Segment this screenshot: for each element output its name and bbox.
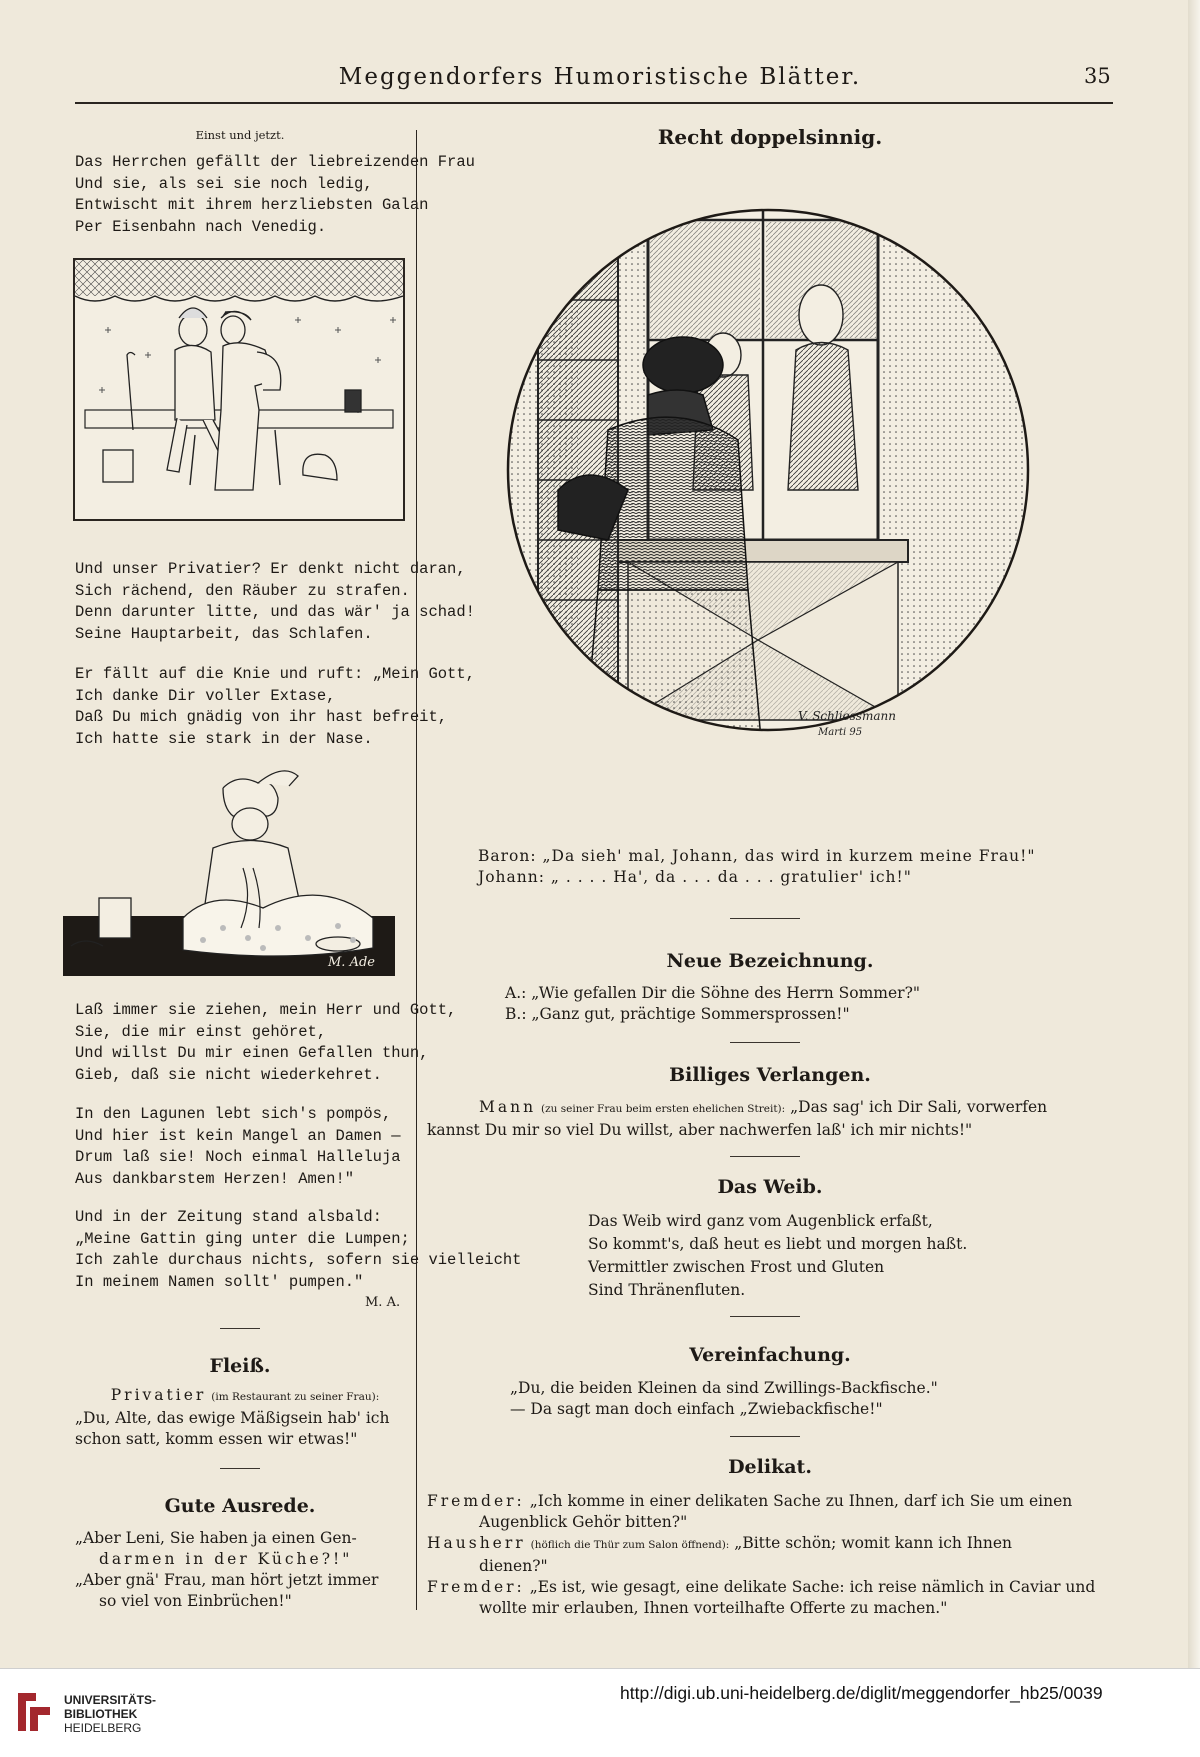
separator [730, 1042, 800, 1043]
column-divider [416, 130, 417, 1610]
poem-stanza-5: In den Lagunen lebt sich's pompös, Und hier ist kein Mangel an Damen — Drum laß sie! Noch einmal Halleluja Aus dankbarstem Herzen! Amen!" [75, 1105, 401, 1188]
separator [730, 1316, 800, 1317]
header-rule [75, 102, 1113, 104]
illustration-signature: M. Ade [328, 955, 375, 970]
separator [730, 1436, 800, 1437]
heading-recht-doppelsinnig: Recht doppelsinnig. [657, 125, 883, 149]
page-number: 35 [1084, 64, 1111, 88]
window-scene-drawing [498, 160, 1038, 820]
page-edge [1188, 0, 1200, 1668]
viewer-footer [0, 1668, 1200, 1757]
billiges-verlangen-text: Mann (zu seiner Frau beim ersten ehelichen Streit): „Das sag' ich Dir Sali, vorwerfen kannst Du mir so viel Du willst, aber nachwerfen laß' ich mir nichts!" [427, 1098, 1048, 1139]
poem-signature: M. A. [365, 1295, 401, 1310]
logo-line-1: UNIVERSITÄTS- [64, 1693, 157, 1707]
couple-drawing [75, 260, 403, 519]
nightcap-drawing [63, 768, 395, 976]
ausrede-text: „Aber Leni, Sie haben ja einen Gen- darmen in der Küche?!" „Aber gnä' Frau, man hört jetzt immer so viel von Einbrüchen!" [75, 1529, 379, 1610]
poem-stanza-1: Das Herrchen gefällt der liebreizenden Frau Und sie, als sei sie noch ledig, Entwischt mit ihrem herzliebsten Galan Per Eisenbahn nach Venedig. [75, 153, 475, 236]
poem-stanza-2: Und unser Privatier? Er denkt nicht daran, Sich rächend, den Räuber zu strafen. Denn darunter litte, und das wär' ja schad! Seine Hauptarbeit, das Schlafen. [75, 560, 475, 643]
vereinfachung-text: „Du, die beiden Kleinen da sind Zwillings-Backfische." — Da sagt man doch einfach „Zwiebackfische!" [510, 1379, 938, 1418]
separator [220, 1468, 260, 1469]
library-logo-icon [14, 1689, 54, 1735]
heading-das-weib: Das Weib. [717, 1176, 823, 1198]
heading-fleiss: Fleiß. [209, 1355, 271, 1377]
separator [730, 1156, 800, 1157]
delikat-text: Fremder: „Ich komme in einer delikaten Sache zu Ihnen, darf ich Sie um einen Augenblick Gehör bitten?" Hausherr (höflich die Thür zum Salon öffnend): „Bitte schön; womit kann ich Ihnen dienen?" Fremder: „Es ist, wie gesagt, eine delikate Sache: ich reise nämlich in Caviar und wollte mir erlauben, Ihnen vorteilhafte Offerte zu machen." [427, 1492, 1096, 1617]
source-url-link[interactable]: http://digi.ub.uni-heidelberg.de/diglit/meggendorfer_hb25/0039 [620, 1683, 1103, 1703]
poem-title: Einst und jetzt. [195, 128, 285, 142]
library-logo-link[interactable] [14, 1689, 174, 1739]
separator [730, 918, 800, 919]
heading-delikat: Delikat. [728, 1456, 812, 1478]
poem-stanza-6: Und in der Zeitung stand alsbald: „Meine Gattin ging unter die Lumpen; Ich zahle durchaus nichts, sofern sie vielleicht In meinem Namen sollt' pumpen." [75, 1208, 522, 1291]
heading-vereinfachung: Vereinfachung. [689, 1344, 851, 1366]
illustration-couple-sofa [73, 258, 405, 521]
poem-stanza-4: Laß immer sie ziehen, mein Herr und Gott, Sie, die mir einst gehöret, Und willst Du mir einen Gefallen thun, Gieb, daß sie nicht wiederkehret. [75, 1001, 457, 1084]
logo-line-2: BIBLIOTHEK [64, 1707, 138, 1721]
cartoon-signature: V. Schliessmann [798, 709, 896, 723]
heading-billiges-verlangen: Billiges Verlangen. [669, 1064, 871, 1086]
separator [220, 1328, 260, 1329]
heading-gute-ausrede: Gute Ausrede. [164, 1495, 316, 1517]
das-weib-text: Das Weib wird ganz vom Augenblick erfaßt, So kommt's, daß heut es liebt und morgen haßt. Vermittler zwischen Frost und Gluten Sind Thränenfluten. [588, 1212, 968, 1299]
neue-bezeichnung-text: A.: „Wie gefallen Dir die Söhne des Herrn Sommer?" B.: „Ganz gut, prächtige Sommersprossen!" [505, 984, 921, 1023]
cartoon-signature-date: Marti 95 [818, 727, 863, 738]
cartoon-caption: Baron: „Da sieh' mal, Johann, das wird in kurzem meine Frau!" Johann: „ . . . . Ha', da . . . da . . . gratulier' ich!" [478, 847, 1036, 886]
cartoon-window-scene [498, 160, 1038, 820]
heading-neue-bezeichnung: Neue Bezeichnung. [666, 950, 874, 972]
fleiss-text: Privatier (im Restaurant zu seiner Frau): „Du, Alte, das ewige Mäßigsein hab' ich schon satt, komm essen wir etwas!" [75, 1386, 390, 1448]
logo-line-3: HEIDELBERG [64, 1721, 142, 1735]
poem-stanza-3: Er fällt auf die Knie und ruft: „Mein Gott, Ich danke Dir voller Extase, Daß Du mich gnädig von ihr hast befreit, Ich hatte sie stark in der Nase. [75, 665, 475, 748]
illustration-man-nightcap [63, 768, 395, 976]
magazine-title: Meggendorfers Humoristische Blätter. [338, 64, 862, 90]
